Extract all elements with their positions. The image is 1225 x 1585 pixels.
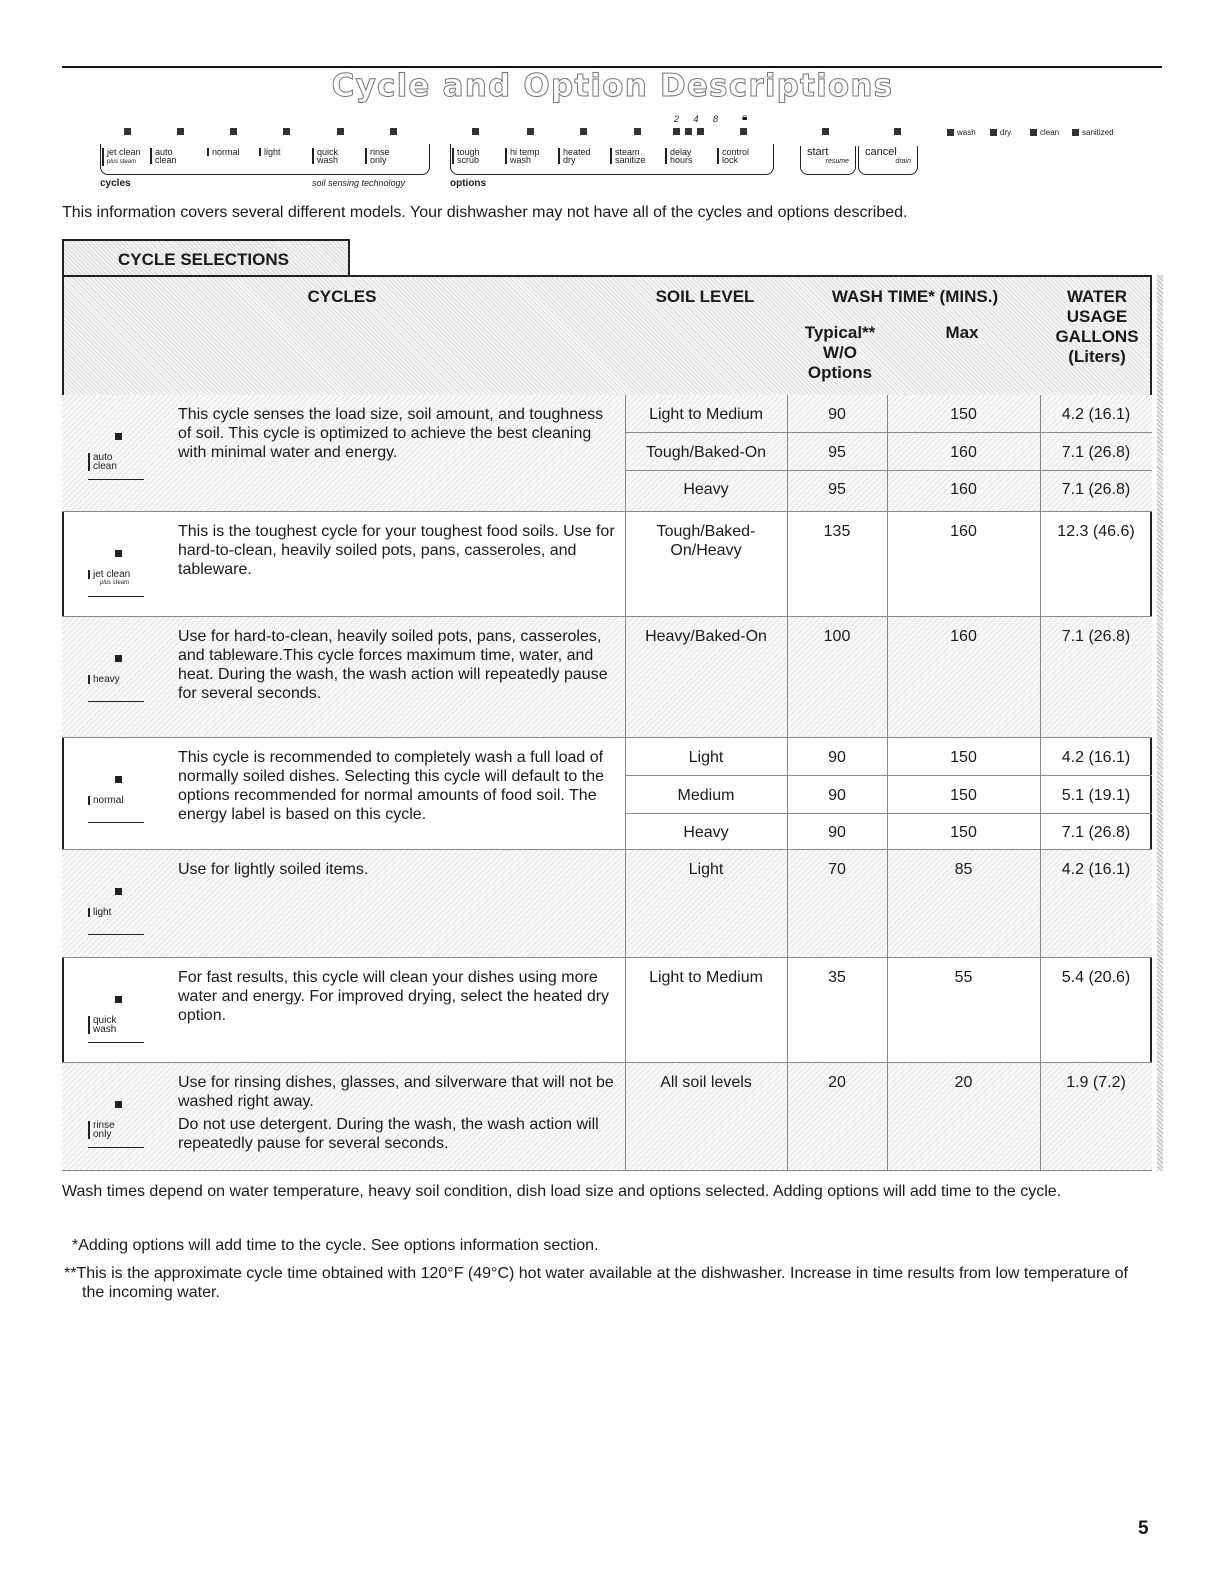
cycle-button-rinse-only: rinse only [365, 148, 390, 164]
water-usage-cell: 12.3 (46.6) [1057, 523, 1135, 540]
header-soil-level: SOIL LEVEL [655, 287, 755, 306]
soil-level-cell: Light [688, 749, 724, 766]
soil-level-cell: Heavy [683, 481, 729, 498]
indicator-light-icon [740, 128, 747, 135]
cycle-description: Use for hard-to-clean, heavily soiled pots, pans, casseroles, and tableware.This cycle forces maximum time, water, and heat. During the wash, the wash action will repeatedly pause for several seconds. [178, 628, 608, 702]
cycle-icon-underline [88, 822, 144, 823]
cycle-indicator-icon [115, 888, 122, 895]
status-light-wash: wash [947, 128, 976, 137]
typical-time-cell: 95 [828, 481, 846, 498]
max-time-cell: 150 [950, 406, 977, 423]
cycle-indicator-icon [115, 550, 122, 557]
cycle-description-note: Do not use detergent. During the wash, the wash action will repeatedly pause for several seconds. [178, 1116, 599, 1152]
cycle-button-normal: normal [207, 148, 240, 156]
typical-time-cell: 90 [828, 749, 846, 766]
start-button: start resume [800, 146, 856, 175]
water-usage-cell: 7.1 (26.8) [1061, 443, 1131, 461]
water-usage-cell: 4.2 (16.1) [1061, 749, 1131, 766]
options-bracket [450, 144, 774, 175]
water-usage-cell: 4.2 (16.1) [1061, 406, 1131, 423]
max-time-cell: 150 [950, 824, 977, 841]
cycle-button-quick-wash: quick wash [312, 148, 338, 164]
typical-time-cell: 90 [828, 824, 846, 841]
group-label-options: options [450, 178, 487, 189]
soil-level-cell: Medium [677, 786, 735, 804]
note-wash-times: Wash times depend on water temperature, heavy soil condition, dish load size and options selected. Adding options will add time to the cycle. [62, 1183, 1062, 1200]
cycles-bracket [100, 144, 430, 175]
max-time-cell: 160 [950, 523, 977, 540]
water-usage-cell: 1.9 (7.2) [1066, 1074, 1126, 1091]
indicator-light-icon [177, 128, 184, 135]
status-light-icon [1030, 129, 1037, 136]
water-usage-cell: 7.1 (26.8) [1061, 628, 1131, 645]
indicator-light-icon [697, 128, 704, 135]
status-light-icon [990, 129, 997, 136]
option-button-steam-sanitize: steam sanitize [610, 148, 646, 164]
cycle-icon-underline [88, 596, 144, 597]
cycle-button-jet-clean: jet clean plus steam [102, 148, 141, 166]
indicator-light-icon [472, 128, 479, 135]
group-label-cycles: cycles [100, 178, 131, 189]
table-edge-texture [1157, 275, 1163, 1171]
option-button-tough-scrub: tough scrub [452, 148, 480, 164]
indicator-light-icon [822, 128, 829, 135]
option-button-heated-dry: heated dry [558, 148, 591, 164]
soil-level-cell: Light to Medium [649, 406, 763, 423]
cycle-icon-underline [88, 479, 144, 480]
cycle-icon-label: jet clean [88, 570, 130, 579]
cycle-icon-label: quick wash [88, 1016, 116, 1034]
cycle-icon-underline [88, 701, 144, 702]
indicator-light-icon [673, 128, 680, 135]
status-light-dry: dry [990, 128, 1011, 137]
cycle-icon-label: heavy [88, 675, 120, 684]
indicator-light-icon [337, 128, 344, 135]
cycle-icon-underline [88, 1147, 144, 1148]
water-usage-cell: 7.1 (26.8) [1061, 481, 1131, 498]
cycle-description: For fast results, this cycle will clean your dishes using more water and energy. For improved drying, select the heated dry option. [178, 969, 610, 1024]
water-usage-cell: 5.4 (20.6) [1061, 969, 1131, 986]
soil-level-cell: Tough/Baked- On/Heavy [656, 523, 756, 559]
cycle-description: Use for lightly soiled items. [178, 861, 369, 878]
cycle-description: This cycle senses the load size, soil amount, and toughness of soil. This cycle is optimized to achieve the best cleaning with minimal water and energy. [178, 406, 604, 461]
typical-time-cell: 100 [823, 628, 851, 645]
cycle-indicator-icon [115, 433, 122, 440]
cycle-button-light: light [259, 148, 281, 156]
cycle-icon-sublabel: plus steam [100, 580, 130, 586]
indicator-light-icon [124, 128, 131, 135]
water-usage-cell: 5.1 (19.1) [1061, 786, 1131, 804]
status-light-icon [1072, 129, 1079, 136]
status-light-sanitized: sanitized [1072, 128, 1114, 137]
indicator-light-icon [580, 128, 587, 135]
soil-level-cell: All soil levels [660, 1074, 752, 1091]
note-star1: *Adding options will add time to the cycle. See options information section. [72, 1237, 599, 1254]
soil-level-cell: Tough/Baked-On [645, 443, 767, 461]
water-usage-cell: 4.2 (16.1) [1061, 861, 1131, 878]
cycle-icon-underline [88, 1042, 144, 1043]
soil-level-cell: Light [688, 861, 724, 878]
lock-icon: 🔒︎ [742, 112, 748, 123]
max-time-cell: 20 [954, 1074, 973, 1091]
typical-time-cell: 95 [828, 443, 846, 461]
max-time-cell: 160 [950, 481, 977, 498]
row-subdivider [625, 432, 1152, 433]
indicator-light-icon [230, 128, 237, 135]
header-cycles: CYCLES [307, 287, 377, 306]
typical-time-cell: 135 [823, 523, 851, 540]
soil-level-cell: Heavy [683, 824, 729, 841]
cycle-icon-label: normal [88, 796, 124, 805]
row-subdivider [625, 470, 1152, 471]
cycle-icon-label: auto clean [88, 453, 117, 471]
page-title: Cycle and Option Descriptions [331, 68, 894, 104]
typical-time-cell: 35 [828, 969, 846, 986]
intro-text: This information covers several different models. Your dishwasher may not have all of the cycles and options described. [62, 204, 908, 221]
page-number: 5 [1138, 1518, 1149, 1539]
typical-time-cell: 90 [828, 406, 846, 423]
max-time-cell: 85 [954, 861, 973, 878]
cycle-description: This cycle is recommended to completely wash a full load of normally soiled dishes. Selecting this cycle will default to the options recommended for normal amounts of food soil. The energy label is based on this cycle. [178, 749, 604, 823]
cycle-description: Use for rinsing dishes, glasses, and silverware that will not be washed right away. [178, 1074, 614, 1110]
option-button-delay-hours: delay hours [665, 148, 693, 164]
indicator-light-icon [390, 128, 397, 135]
delay-hours-numbers: 2 4 8 [674, 114, 725, 124]
status-light-clean: clean [1030, 128, 1059, 137]
typical-time-cell: 90 [828, 786, 846, 804]
header-wash-time: WASH TIME* (MINS.) [831, 287, 999, 306]
cycle-description: This is the toughest cycle for your toughest food soils. Use for hard-to-clean, heavily soiled pots, pans, casseroles, and tableware. [178, 523, 615, 578]
typical-time-cell: 20 [828, 1074, 846, 1091]
option-button-hi-temp-wash: hi temp wash [505, 148, 540, 164]
cycle-button-auto-clean: auto clean [150, 148, 177, 164]
row-subdivider [625, 775, 1152, 776]
cycle-indicator-icon [115, 996, 122, 1003]
indicator-light-icon [634, 128, 641, 135]
note-star2: **This is the approximate cycle time obtained with 120°F (49°C) hot water available at the dishwasher. Increase in time results from low temperature of the incoming water. [64, 1265, 1128, 1301]
option-button-control-lock: control lock [717, 148, 749, 164]
soil-level-cell: Heavy/Baked-On [645, 628, 767, 645]
cycle-icon-underline [88, 934, 144, 935]
typical-time-cell: 70 [828, 861, 846, 878]
soil-level-cell: Light to Medium [649, 969, 763, 986]
max-time-cell: 160 [950, 628, 977, 645]
cycle-indicator-icon [115, 1101, 122, 1108]
cycle-indicator-icon [115, 776, 122, 783]
indicator-light-icon [685, 128, 692, 135]
cycle-indicator-icon [115, 655, 122, 662]
max-time-cell: 160 [950, 443, 977, 461]
control-panel-illustration [62, 108, 1162, 198]
indicator-light-icon [283, 128, 290, 135]
row-subdivider [625, 813, 1152, 814]
cancel-button: cancel drain [858, 146, 918, 175]
status-light-icon [947, 129, 954, 136]
header-water-usage: WATER USAGE GALLONS (Liters) [1055, 287, 1139, 366]
header-typical: Typical** W/O Options [804, 323, 876, 382]
cycle-icon-label: rinse only [88, 1121, 115, 1139]
group-label-soil-sensing: soil sensing technology [312, 178, 406, 188]
indicator-light-icon [894, 128, 901, 135]
header-max: Max [945, 323, 979, 342]
max-time-cell: 150 [950, 786, 977, 804]
water-usage-cell: 7.1 (26.8) [1061, 824, 1131, 841]
cycle-icon-label: light [88, 908, 111, 917]
max-time-cell: 55 [954, 969, 973, 986]
max-time-cell: 150 [950, 749, 977, 766]
indicator-light-icon [527, 128, 534, 135]
cycle-selections-tab: CYCLE SELECTIONS [62, 239, 350, 275]
